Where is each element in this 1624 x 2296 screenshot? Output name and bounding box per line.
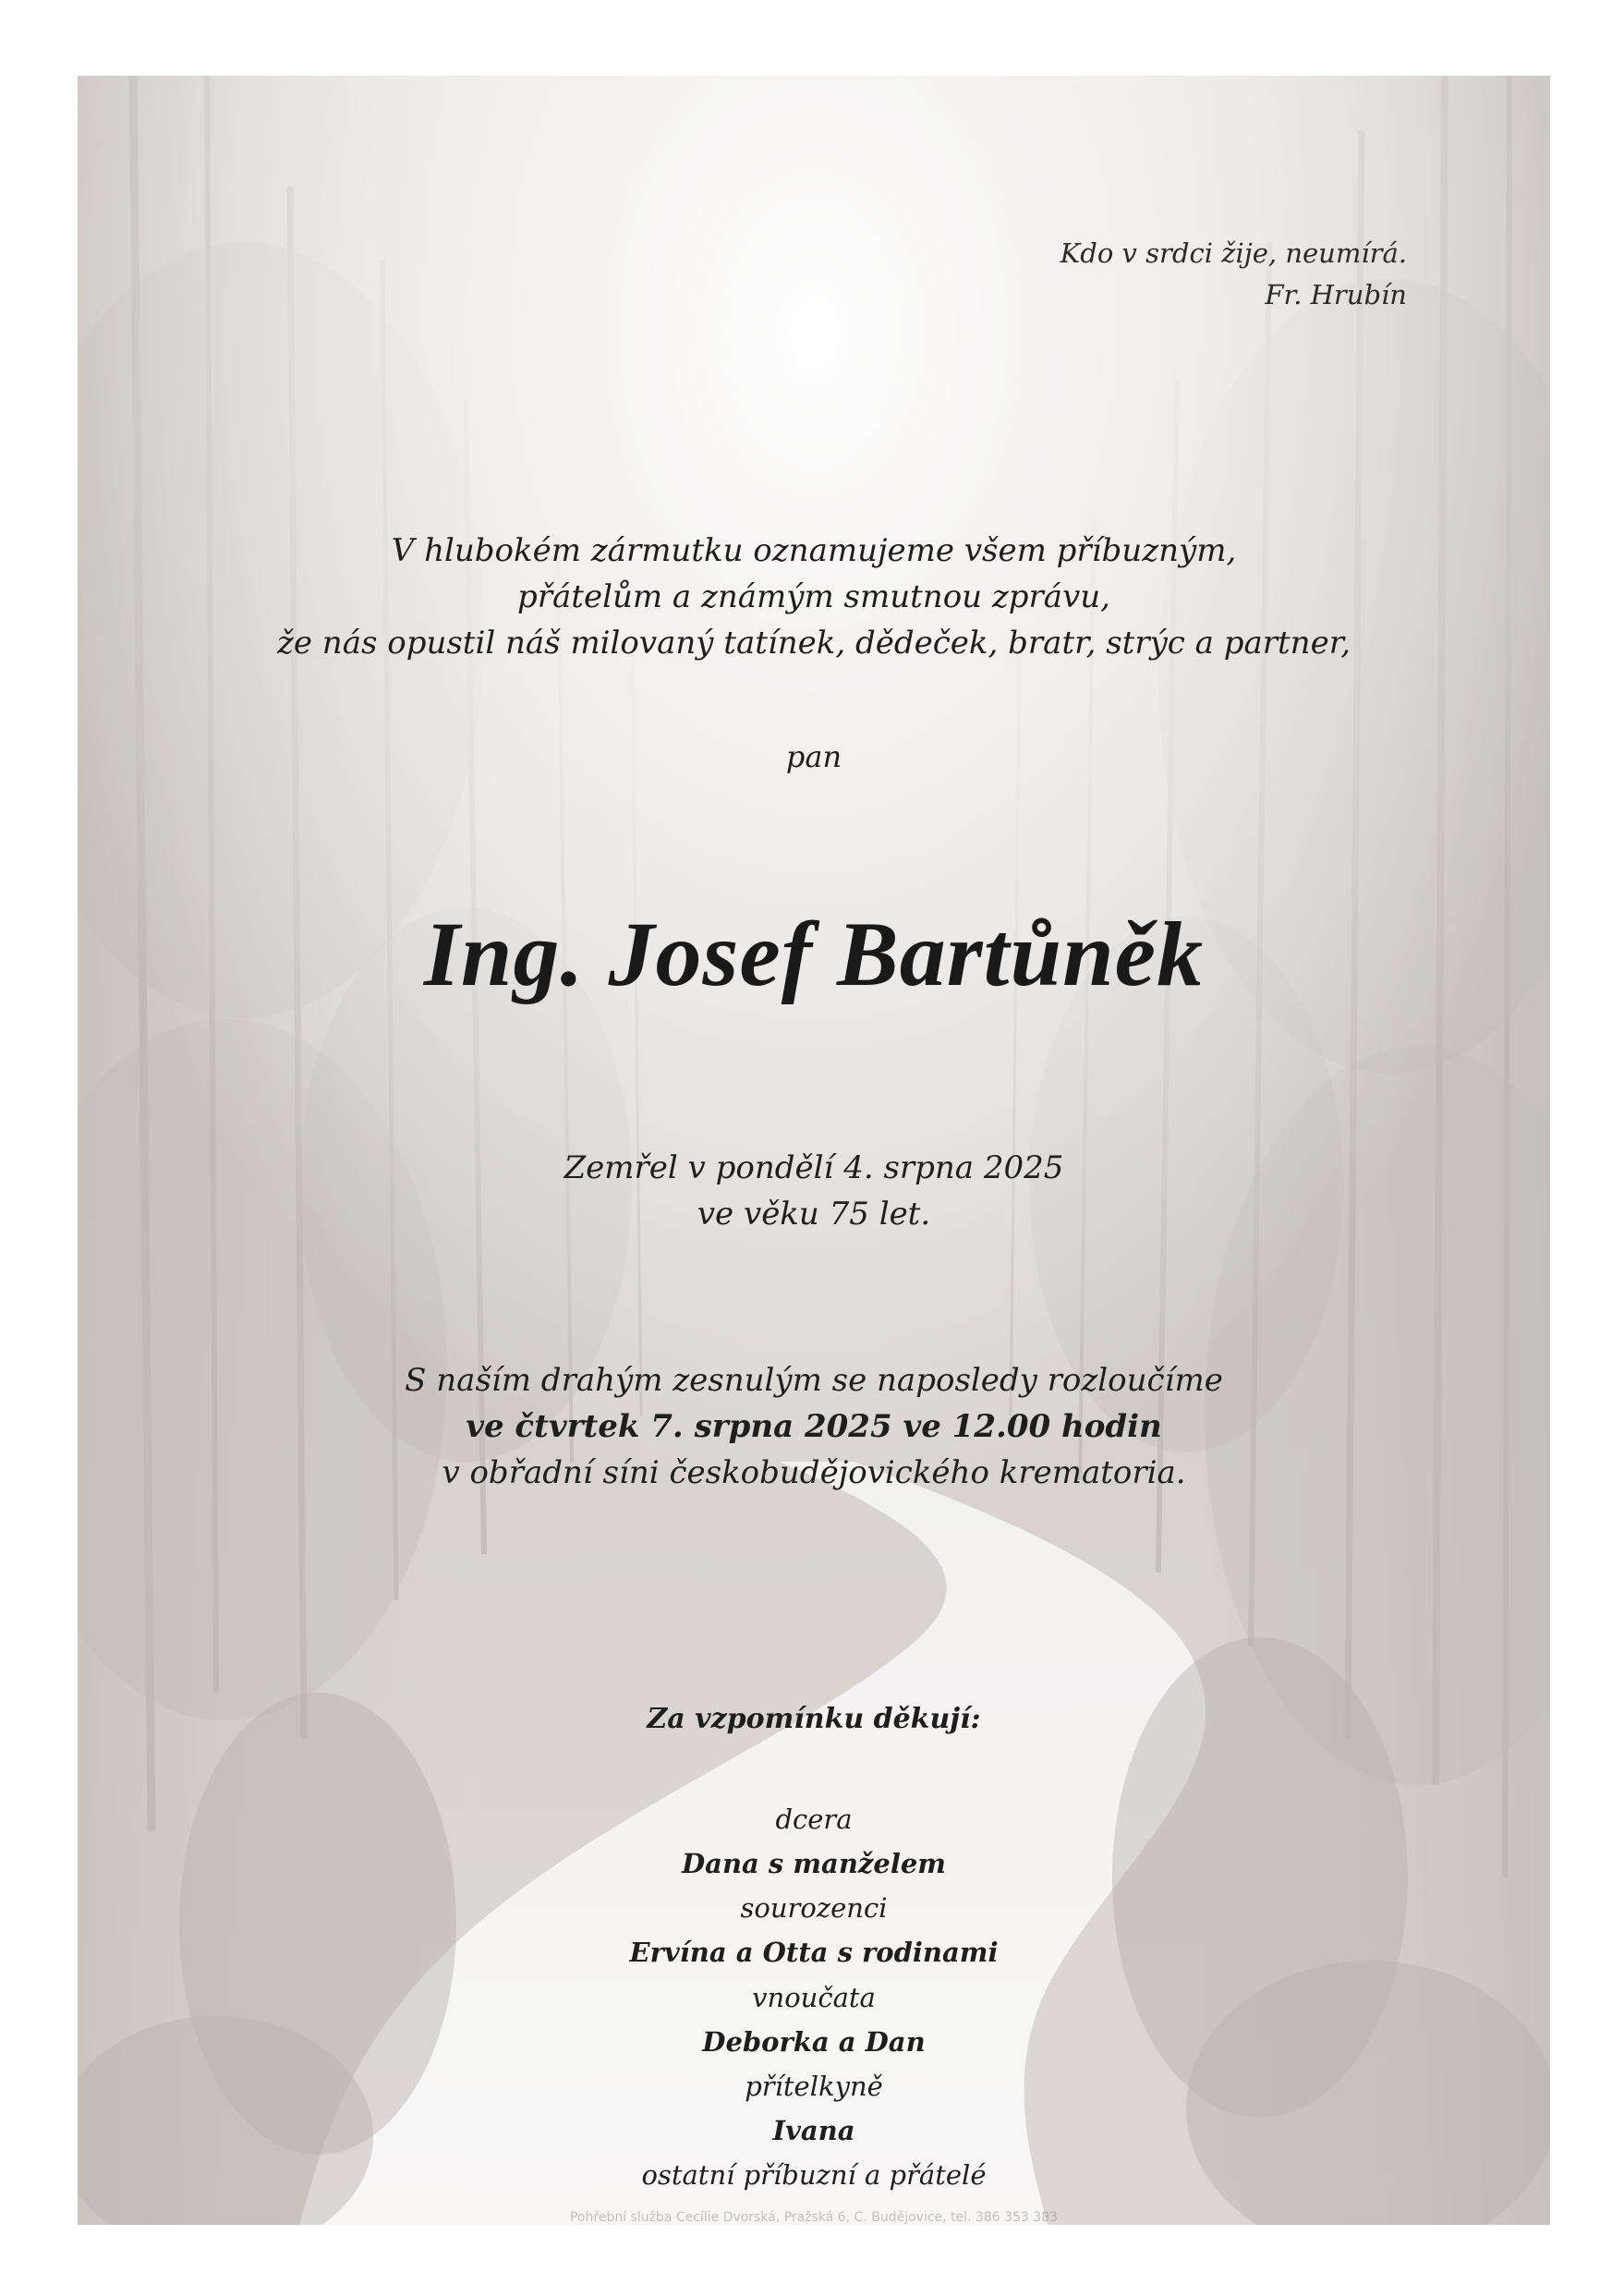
- quote-author: Fr. Hrubín: [1265, 278, 1407, 310]
- mourner-names: Dana s manželem: [682, 1848, 946, 1880]
- death-date: Zemřel v pondělí 4. srpna 2025: [564, 1149, 1064, 1186]
- intro-line: přátelům a známým smutnou zprávu,: [517, 577, 1110, 615]
- intro-line: V hlubokém zármutku oznamujeme všem příbuzným,: [391, 532, 1237, 569]
- thanks-heading: Za vzpomínku děkují:: [647, 1703, 981, 1735]
- farewell-line: S naším drahým zesnulým se naposledy rozloučíme: [405, 1362, 1223, 1399]
- death-age: ve věku 75 let.: [697, 1195, 931, 1233]
- footer-text: Pohřební služba Cecílie Dvorská, Pražská 6, Č. Budějovice, tel. 386 353 383: [569, 2210, 1059, 2225]
- deceased-name: Ing. Josef Bartůněk: [423, 903, 1205, 1005]
- mourner-names: Ivana: [772, 2114, 855, 2146]
- mourner-names: Ervína a Otta s rodinami: [629, 1937, 999, 1969]
- quote-text: Kdo v srdci žije, neumírá.: [1060, 237, 1407, 269]
- mourner-relation: vnoučata: [752, 1981, 876, 2013]
- mourner-line: [78, 2064, 1550, 2153]
- mourner-relation: sourozenci: [740, 1892, 888, 1925]
- salutation: pan: [785, 739, 842, 774]
- mourners-list: [78, 1797, 1550, 2197]
- death-info: [78, 1146, 1550, 1238]
- mourner-relation: dcera: [775, 1804, 853, 1835]
- mourner-line: [78, 1975, 1550, 2064]
- farewell-datetime: ve čtvrtek 7. srpna 2025 ve 12.00 hodin: [466, 1407, 1162, 1445]
- quote: [1060, 233, 1407, 316]
- mourner-relation: přítelkyně: [745, 2070, 883, 2102]
- intro-line: že nás opustil náš milovaný tatínek, dědeček, bratr, strýc a partner,: [276, 624, 1351, 662]
- mourner-relation: ostatní příbuzní a přátelé: [641, 2159, 987, 2191]
- mourner-line: [78, 1886, 1550, 1974]
- mourner-line: [78, 1797, 1550, 1886]
- mourner-names: Deborka a Dan: [702, 2025, 926, 2058]
- farewell-place: v obřadní síni českobudějovického krematoria.: [442, 1453, 1186, 1491]
- mourner-line: [78, 2153, 1550, 2197]
- farewell-info: [78, 1358, 1550, 1497]
- announcement-intro: [78, 528, 1550, 667]
